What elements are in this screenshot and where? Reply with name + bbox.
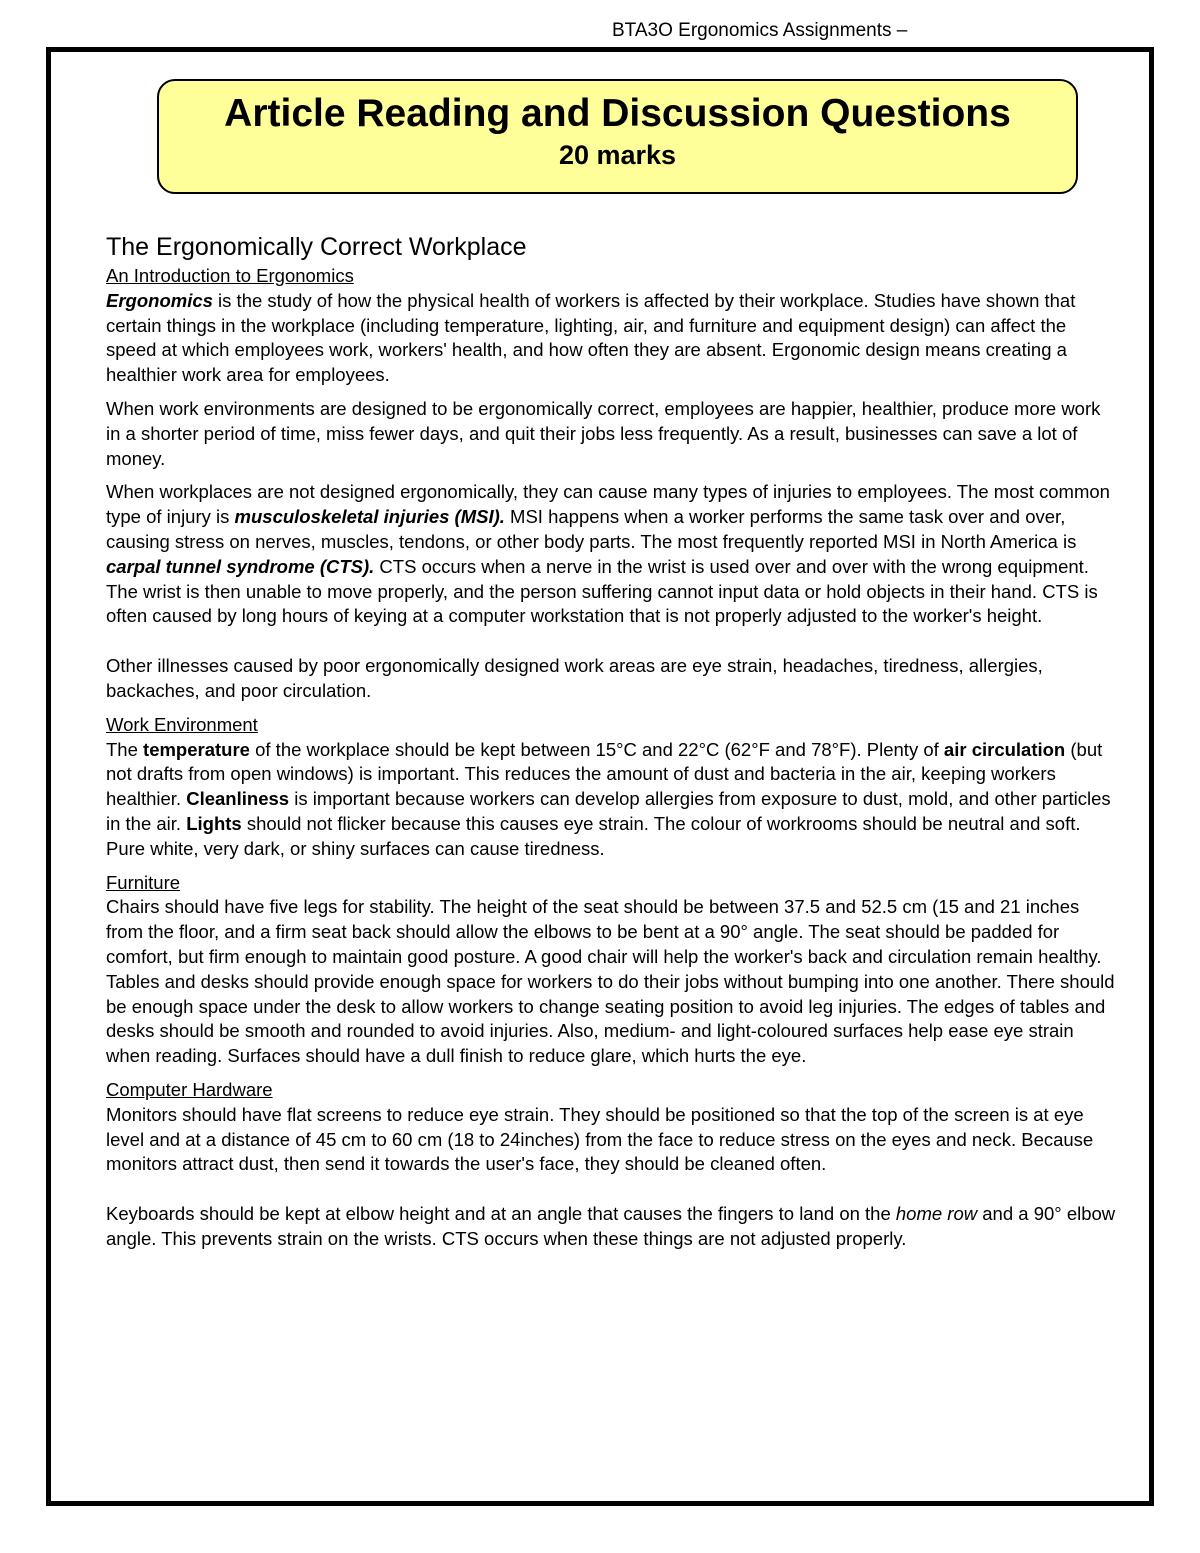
paragraph-intro-3 — [106, 480, 1118, 629]
assignment-title: Article Reading and Discussion Questions — [224, 92, 1011, 135]
term-lights: Lights — [186, 812, 242, 834]
paragraph-work-environment — [106, 738, 1118, 862]
term-temperature: temperature — [143, 738, 250, 760]
term-cleanliness: Cleanliness — [186, 788, 290, 810]
term-cts: carpal tunnel syndrome (CTS). — [106, 555, 375, 577]
paragraph-text: is important because workers can develop allergies from exposure to dust, mold, and other particles in the air. — [106, 788, 1111, 834]
paragraph-intro-1 — [106, 289, 1118, 388]
paragraph-text: The — [106, 738, 144, 760]
paragraph-intro-4: Other illnesses caused by poor ergonomically designed work areas are eye strain, headaches, tiredness, allergies, backaches, and poor circulation. — [106, 655, 1043, 701]
paragraph-text: is the study of how the physical health of workers is affected by their workplace. Studies have shown that certain things in the workplace (including temperature, lighting, air, and furniture and equipment design) can affect the speed at which employees work, workers' health, and how often they are absent. Ergonomic design means creating a healthier work area for employees. — [106, 289, 1076, 386]
paragraph-text: Keyboards should be kept at elbow height and at an angle that causes the fingers to land on the — [106, 1203, 896, 1225]
paragraph-text: and a 90° elbow angle. This prevents strain on the wrists. CTS occurs when these things are not adjusted properly. — [106, 1203, 1116, 1249]
paragraph-text: (but not drafts from open windows) is important. This reduces the amount of dust and bacteria in the air, keeping workers healthier. — [106, 738, 1103, 810]
section-heading-furniture: Furniture — [106, 871, 181, 893]
article-body — [106, 232, 1118, 1261]
section-heading-computer-hardware: Computer Hardware — [106, 1078, 273, 1100]
paragraph-furniture: Chairs should have five legs for stability. The height of the seat should be between 37.5 and 52.5 cm (15 and 21 inches from the floor, and a firm seat back should allow the elbows to be bent at a 90° angle. The seat should be padded for comfort, but firm enough to maintain good posture. A good chair will help the worker's back and circulation remain healthy. Tables and desks should provide enough space for workers to do their jobs without bumping into one another. There should be enough space under the desk to allow workers to change seating position to avoid leg injuries. The edges of tables and desks should be smooth and rounded to avoid injuries. Also, medium- and light-coloured surfaces help ease eye strain when reading. Surfaces should have a dull finish to reduce glare, which hurts the eye. — [106, 896, 1115, 1067]
paragraph-text: CTS occurs when a nerve in the wrist is used over and over with the wrong equipment. The wrist is then unable to move properly, and the person suffering cannot input data or hold objects in their hand. CTS is often caused by long hours of keying at a computer workstation that is not properly adjusted to the worker's height. — [106, 555, 1098, 627]
term-home-row: home row — [895, 1203, 978, 1225]
article-title: The Ergonomically Correct Workplace — [106, 233, 527, 261]
paragraph-intro-2: When work environments are designed to be ergonomically correct, employees are happier, healthier, produce more work in a shorter period of time, miss fewer days, and quit their jobs less frequently. As a result, businesses can save a lot of money. — [106, 397, 1101, 469]
paragraph-text: should not flicker because this causes eye strain. The colour of workrooms should be neutral and soft. Pure white, very dark, or shiny surfaces can cause tiredness. — [106, 812, 1081, 859]
course-header: BTA3O Ergonomics Assignments – — [612, 20, 908, 41]
term-air-circulation: air circulation — [943, 738, 1066, 760]
paragraph-keyboards — [106, 1202, 1118, 1252]
term-ergonomics: Ergonomics — [106, 289, 213, 311]
paragraph-text: When workplaces are not designed ergonomically, they can cause many types of injuries to employees. The most common type of injury is — [106, 481, 1110, 528]
paragraph-text: of the workplace should be kept between 15°C and 22°C (62°F and 78°F). Plenty of — [249, 738, 944, 760]
marks-subtitle: 20 marks — [558, 140, 677, 170]
section-heading-intro: An Introduction to Ergonomics — [106, 265, 354, 286]
paragraph-monitors: Monitors should have flat screens to reduce eye strain. They should be positioned so that the top of the screen is at eye level and at a distance of 45 cm to 60 cm (18 to 24inches) from the face to reduce stress on the eyes and neck. Because monitors attract dust, then send it towards the user's face, they should be cleaned often. — [106, 1103, 1094, 1175]
section-heading-work-environment: Work Environment — [106, 713, 258, 735]
term-msi: musculoskeletal injuries (MSI). — [234, 506, 505, 528]
paragraph-text: MSI happens when a worker performs the same task over and over, causing stress on nerves, muscles, tendons, or other body parts. The most frequently reported MSI in North America is — [106, 506, 1077, 552]
title-box — [157, 79, 1078, 194]
